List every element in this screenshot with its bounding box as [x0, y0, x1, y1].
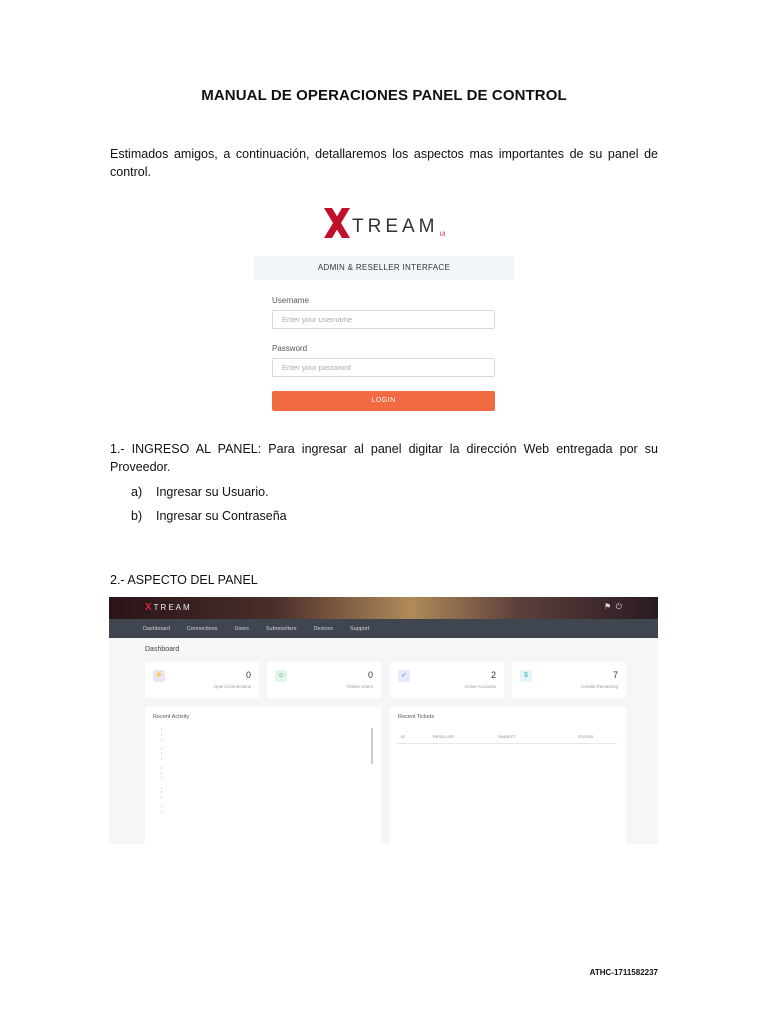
- intro-paragraph: Estimados amigos, a continuación, detallaremos los aspectos mas importantes de su panel de control.: [110, 147, 658, 179]
- list-item-a: [131, 485, 269, 499]
- dashboard-logo: [145, 602, 192, 613]
- logo-superscript: UI: [439, 232, 446, 238]
- stat-label: Active Accounts: [464, 684, 496, 689]
- stat-label: Online Users: [346, 684, 373, 689]
- dashboard-screenshot: [109, 597, 658, 844]
- nav-connections[interactable]: Connections: [186, 625, 218, 632]
- col-reseller: RESELLER: [433, 734, 454, 739]
- stat-value: 0: [367, 670, 373, 680]
- panel-title: Recent Tickets: [398, 714, 435, 720]
- dashboard-nav: [109, 619, 658, 638]
- col-status: STATUS: [578, 734, 594, 739]
- dashboard-logo-word: TREAM: [153, 603, 192, 612]
- section1-paragraph: 1.- INGRESO AL PANEL: Para ingresar al panel digitar la dirección Web entregada por su Proveedor.: [110, 442, 658, 474]
- stat-value: 7: [612, 670, 618, 680]
- login-button[interactable]: LOGIN: [272, 391, 495, 411]
- activity-scrollbar[interactable]: [371, 728, 373, 764]
- stat-value: 0: [245, 670, 251, 680]
- tickets-divider: [397, 743, 617, 744]
- recent-tickets-panel: [390, 707, 626, 844]
- stat-card-users: [267, 662, 381, 698]
- username-label: Username: [272, 296, 309, 305]
- col-subject: SUBJECT: [498, 734, 517, 739]
- list-text: Ingresar su Usuario.: [156, 485, 269, 499]
- username-input[interactable]: Enter your username: [272, 310, 495, 329]
- bolt-icon: ⚡: [153, 670, 165, 682]
- nav-subresellers[interactable]: Subresellers: [265, 625, 297, 632]
- password-label: Password: [272, 344, 308, 353]
- list-text: Ingresar su Contraseña: [156, 509, 287, 523]
- x-logo-icon: X: [145, 602, 154, 613]
- stat-label: Open Connections: [213, 684, 251, 689]
- nav-devices[interactable]: Devices: [313, 625, 334, 632]
- check-icon: ✓: [398, 670, 410, 682]
- dashboard-title: Dashboard: [145, 646, 180, 653]
- col-id: ID: [401, 734, 405, 739]
- password-input[interactable]: Enter your password: [272, 358, 495, 377]
- users-icon: ☺: [275, 670, 287, 682]
- stat-card-connections: [145, 662, 259, 698]
- login-header: ADMIN & RESELLER INTERFACE: [254, 256, 514, 280]
- dashboard-topbar: [109, 597, 658, 619]
- document-title: MANUAL DE OPERACIONES PANEL DE CONTROL: [201, 87, 567, 104]
- stat-value: 2: [490, 670, 496, 680]
- stat-card-credits: [512, 662, 626, 698]
- list-item-b: [131, 509, 287, 523]
- section2-heading: 2.- ASPECTO DEL PANEL: [110, 573, 258, 587]
- logo-word: TREAM: [352, 216, 439, 237]
- xtream-logo: [324, 204, 446, 238]
- dollar-icon: $: [520, 670, 532, 682]
- activity-list: ▪ ▪ ▪ ▪ ▪ ▪ ▪ ▪ ▪ ▪ ▪ ▪ ▪ ▪: [161, 728, 163, 814]
- footer-code: ATHC-1711582237: [589, 968, 658, 977]
- panel-title: Recent Activity: [153, 714, 190, 720]
- flag-icon[interactable]: ⚑: [604, 602, 612, 611]
- power-icon[interactable]: ⏻: [615, 602, 622, 611]
- login-screenshot: [254, 198, 514, 418]
- list-marker: b): [131, 509, 143, 523]
- nav-users[interactable]: Users: [234, 625, 249, 632]
- recent-activity-panel: [145, 707, 381, 844]
- nav-dashboard[interactable]: Dashboard: [143, 625, 170, 632]
- stat-label: Credits Remaining: [580, 684, 618, 689]
- list-marker: a): [131, 485, 143, 499]
- x-logo-icon: [324, 208, 350, 238]
- nav-support[interactable]: Support: [350, 625, 370, 632]
- tickets-header: [401, 734, 611, 739]
- topbar-icons: [604, 602, 622, 612]
- stat-card-accounts: [390, 662, 504, 698]
